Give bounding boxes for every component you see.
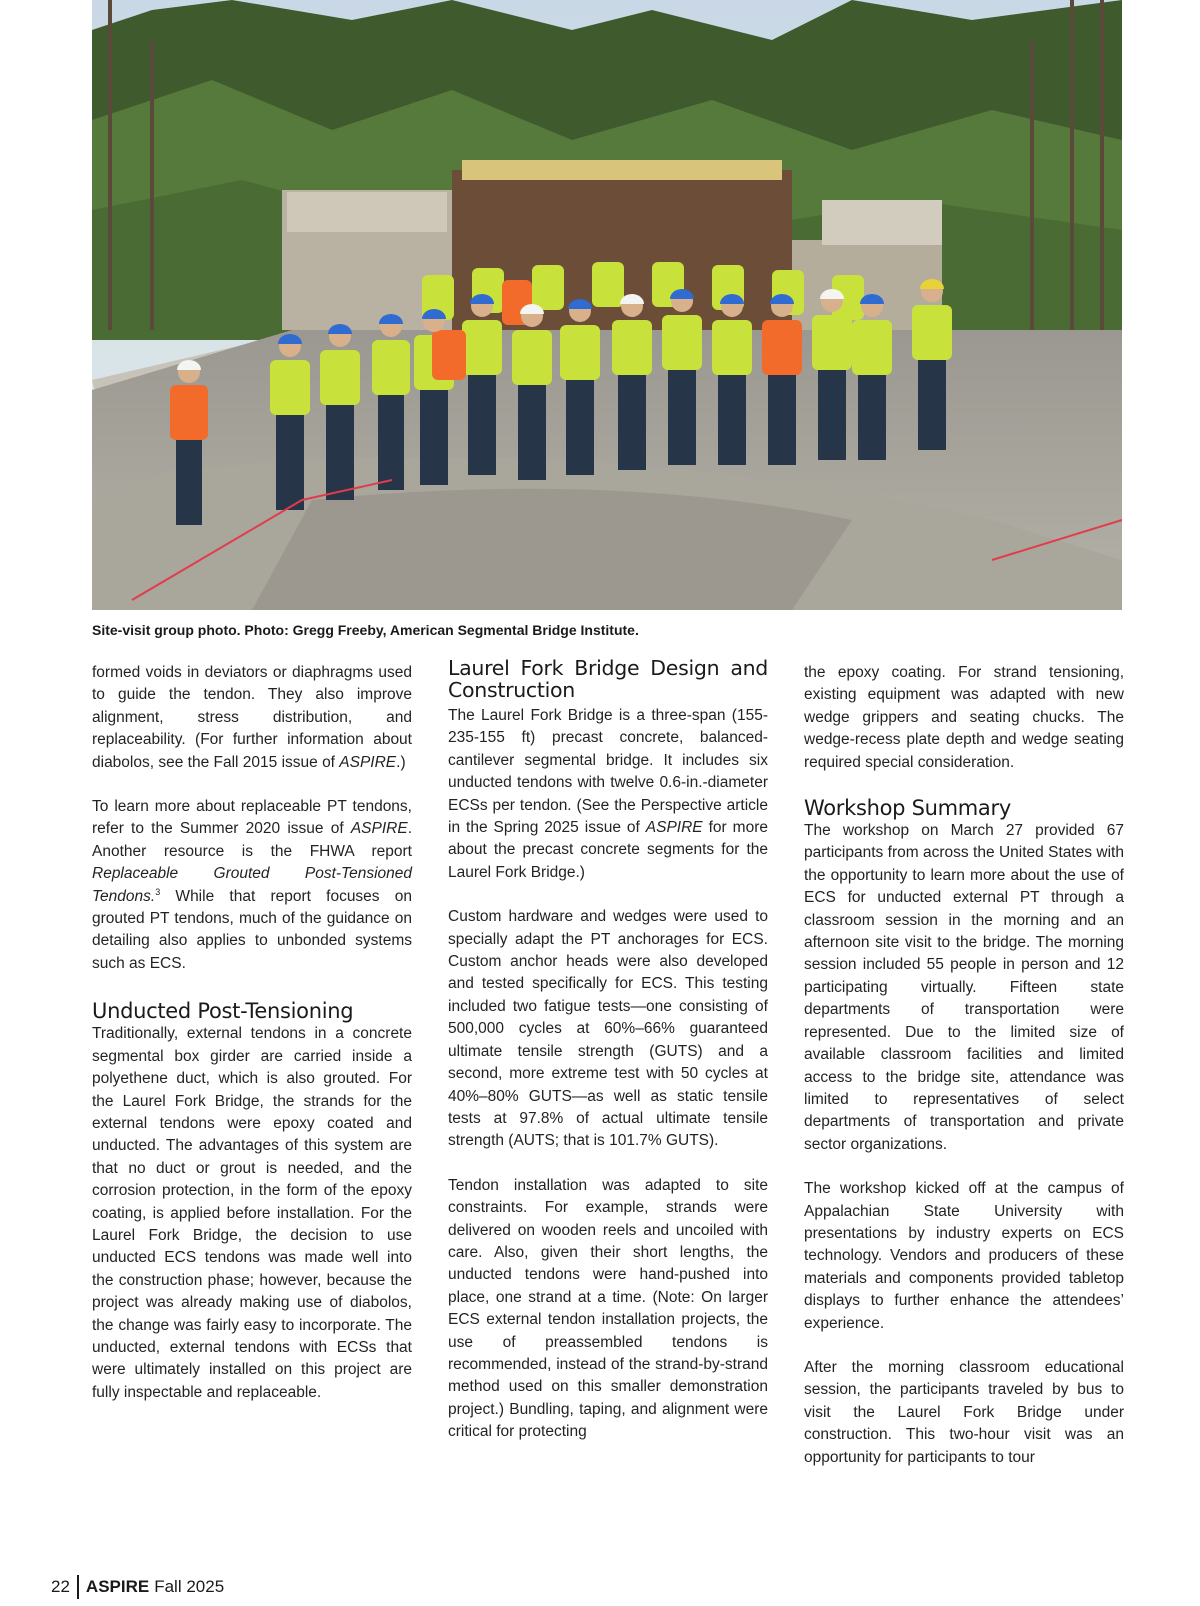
- site-visit-photo: [92, 0, 1122, 610]
- text-column-3: [804, 662, 1124, 1469]
- paragraph: formed voids in deviators or diaphragms used to guide the tendon. They also improve alignment, stress distribution, and replaceability. (For further information about diabolos, see the Fall 2015 issue of ASPIRE.): [92, 664, 412, 771]
- issue-label: Fall 2025: [154, 1577, 225, 1596]
- paragraph: The workshop on March 27 provided 67 participants from across the United States with the opportunity to learn more about the use of ECS for unducted external PT through a classroom session in the morning and an afternoon site visit to the bridge. The morning session included 55 people in person and 12 participating virtually. Fifteen state departments of transportation were represented. Due to the limited size of available classroom facilities and limited access to the bridge site, attendance was limited to representatives of select departments of transportation and private sector organizations.: [804, 822, 1124, 1153]
- section-heading-design-and-construction: Laurel Fork Bridge Design and Construction: [448, 656, 768, 702]
- photo-illustration: [92, 0, 1122, 610]
- text-column-1: [92, 662, 412, 1404]
- paragraph: the epoxy coating. For strand tensioning, existing equipment was adapted with new wedge grippers and seating chucks. The wedge-recess plate depth and wedge seating required special consideration.: [804, 664, 1124, 771]
- section-heading-unducted-post-tensioning: Unducted Post-Tensioning: [92, 999, 354, 1024]
- paragraph: The workshop kicked off at the campus of Appalachian State University with presentations by industry experts on ECS technology. Vendors and producers of these materials and components provided tabletop displays to further enhance the attendees’ experience.: [804, 1180, 1124, 1332]
- magazine-name: ASPIRE: [85, 1577, 150, 1596]
- paragraph: Traditionally, external tendons in a concrete segmental box girder are carried inside a polyethene duct, which is also grouted. For the Laurel Fork Bridge, the strands for the external tendons were epoxy coated and unducted. The advantages of this system are that no duct or grout is needed, and the corrosion protection, in the form of the epoxy coating, is applied before installation. For the Laurel Fork Bridge, the decision to use unducted ECS tendons was made well into the construction phase; however, because the project was already making use of diabolos, the change was fairly easy to incorporate. The unducted, external tendons with ECSs that were ultimately installed on this project are fully inspectable and replaceable.: [92, 1025, 412, 1401]
- paragraph: To learn more about replaceable PT tendons, refer to the Summer 2020 issue of ASPIRE. Another resource is the FHWA report Replaceable Grouted Post-Tensioned Tendons.$^3$ While that report focuses on grouted PT tendons, much of the guidance on detailing also applies to unbonded systems such as ECS.: [92, 798, 412, 972]
- paragraph: Custom hardware and wedges were used to specially adapt the PT anchorages for ECS. Custom anchor heads were also developed and tested specifically for ECS. This testing included two fatigue tests—one consisting of 500,000 cycles at 60%–66% guaranteed ultimate tensile strength (GUTS) and a second, more extreme test with 50 cycles at 40%–80% GUTS—as well as static tensile tests at 97.8% of actual ultimate tensile strength (AUTS; that is 101.7% GUTS).: [448, 908, 768, 1150]
- paragraph: After the morning classroom educational session, the participants traveled by bus to visit the Laurel Fork Bridge under construction. This two-hour visit was an opportunity for participants to tour: [804, 1358, 1124, 1466]
- photo-caption: Site-visit group photo. Photo: Gregg Freeby, American Segmental Bridge Institute.: [92, 622, 639, 638]
- page-footer: [51, 1575, 224, 1599]
- section-heading-workshop-summary: Workshop Summary: [804, 796, 1011, 821]
- paragraph: The Laurel Fork Bridge is a three-span (155-235-155 ft) precast concrete, balanced-cantilever segmental bridge. It includes six unducted tendons with twelve 0.6-in.-diameter ECSs per tendon. (See the Perspective article in the Spring 2025 issue of ASPIRE for more about the precast concrete segments for the Laurel Fork Bridge.): [448, 707, 768, 881]
- paragraph: Tendon installation was adapted to site constraints. For example, strands were delivered on wooden reels and uncoiled with care. Also, given their short lengths, the unducted tendons were hand-pushed into place, one strand at a time. (Note: On larger ECS external tendon installation projects, the use of preassembled tendons is recommended, instead of the strand-by-strand method used on this smaller demonstration project.) Bundling, taping, and alignment were critical for protecting: [448, 1176, 768, 1441]
- footer-divider: [77, 1575, 79, 1599]
- text-column-2: [448, 657, 768, 1444]
- page-number: 22: [51, 1577, 70, 1596]
